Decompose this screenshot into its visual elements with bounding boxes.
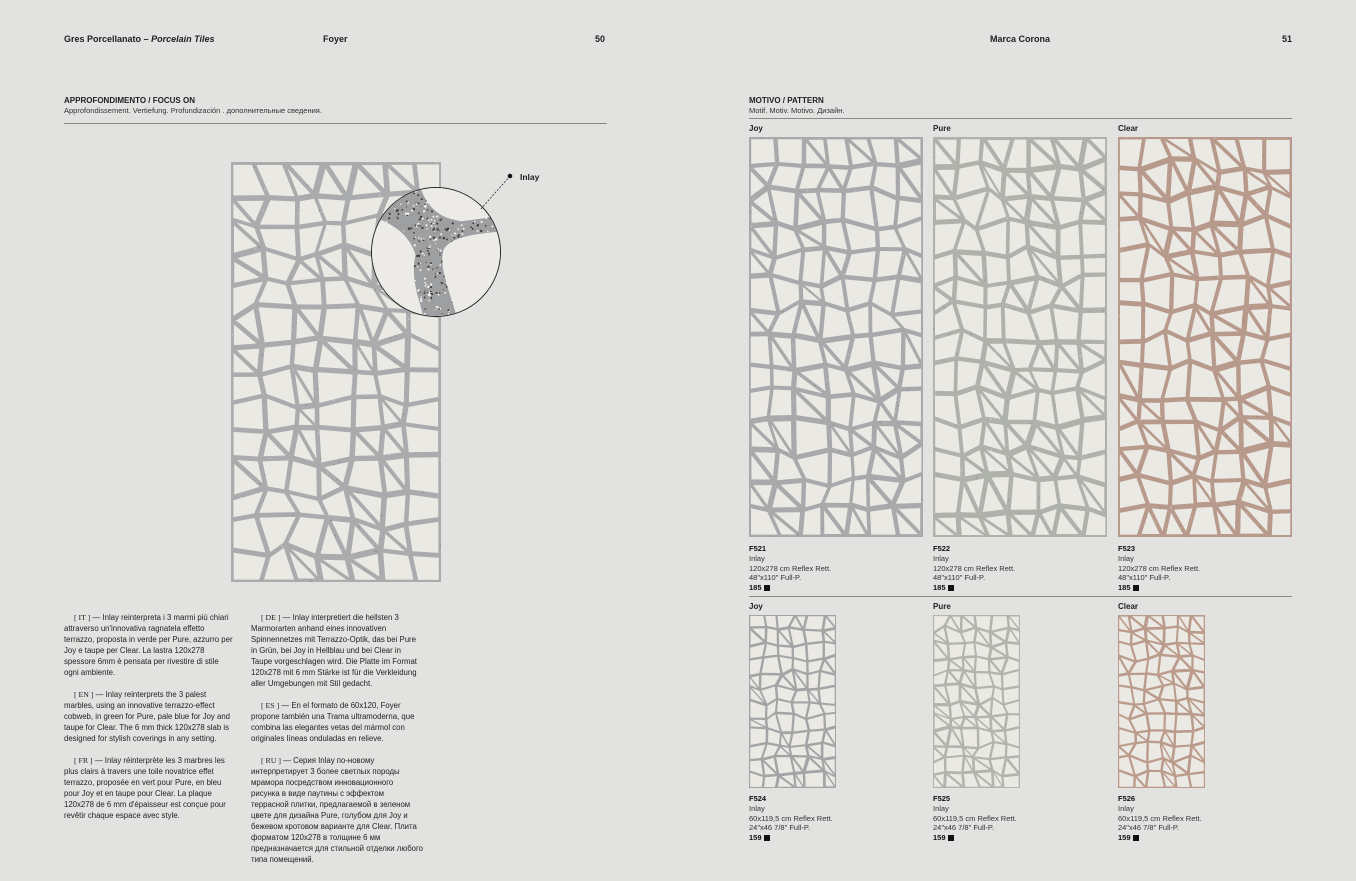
product-name: Inlay: [1118, 553, 1134, 563]
product-price: 159: [749, 833, 762, 843]
product-size: 60x119,5 cm Reflex Rett.: [933, 813, 1017, 823]
text-column-2: [251, 612, 423, 876]
pattern-divider: [749, 118, 1292, 119]
lang-tag-fr: [ FR ]: [74, 756, 93, 765]
product-code: F525: [933, 794, 951, 803]
tile-image-f522: [933, 137, 1107, 537]
focus-title: APPROFONDIMENTO / FOCUS ON: [64, 96, 195, 105]
variant-label-clear-small: Clear: [1118, 602, 1139, 611]
running-head-left: [64, 34, 214, 44]
product-info-f526: [1118, 794, 1202, 843]
product-price: 185: [749, 583, 762, 593]
product-size: 60x119,5 cm Reflex Rett.: [749, 813, 833, 823]
catalog-title-italic: Porcelain Tiles: [151, 34, 215, 44]
paragraph-it: [64, 612, 234, 678]
unit-square-icon: [764, 835, 770, 841]
product-code: F521: [749, 544, 767, 553]
product-code: F522: [933, 544, 951, 553]
text-ru: — Серия Inlay по-новому интерпретирует 3 более светлых породы мрамора посредством инновационного рисунка в виде паутины с эффектом террасной плитки, предлагаемой в зеленом цвете для дизайна Pure, голубом для Joy и бежевом кротовом варианте для Clear. Плита форматом 120x278 в толщине 6 мм предназначается для стильной отделки любого типа помещений.: [251, 756, 423, 864]
paragraph-ru: [251, 755, 423, 865]
tile-image-f525: [933, 615, 1020, 788]
product-name: Inlay: [1118, 803, 1134, 813]
focus-subtitle: Approfondissement. Vertiefung. Profundización . дополнительные сведения.: [64, 106, 322, 115]
product-imperial-size: 24"x46 7/8" Full-P.: [933, 823, 995, 833]
unit-square-icon: [764, 585, 770, 591]
product-price-row: [933, 583, 1015, 593]
paragraph-en: [64, 689, 234, 744]
product-price: 185: [933, 583, 946, 593]
lang-tag-en: [ EN ]: [74, 690, 94, 699]
product-name: Inlay: [749, 803, 765, 813]
product-name: Inlay: [933, 803, 949, 813]
paving-pattern: [933, 615, 1020, 788]
variant-label-joy-small: Joy: [749, 602, 763, 611]
row-divider: [749, 596, 1292, 597]
pattern-subtitle: Motif. Motiv. Motivo. Дизайн.: [749, 106, 845, 115]
product-imperial-size: 24"x46 7/8" Full-P.: [1118, 823, 1180, 833]
product-info-f522: [933, 544, 1015, 593]
product-price: 159: [933, 833, 946, 843]
product-price-row: [933, 833, 1017, 843]
product-code: F523: [1118, 544, 1136, 553]
product-code: F524: [749, 794, 767, 803]
product-imperial-size: 48"x110" Full-P.: [1118, 573, 1171, 583]
tile-image-f521: [749, 137, 923, 537]
paving-pattern: [1118, 615, 1205, 788]
variant-label-joy: Joy: [749, 124, 763, 133]
title-dash: –: [143, 34, 149, 44]
product-info-f521: [749, 544, 831, 593]
product-info-f523: [1118, 544, 1200, 593]
page-number-left: 50: [595, 34, 606, 44]
collection-name: Foyer: [323, 34, 348, 44]
page-number-right: 51: [1282, 34, 1293, 44]
product-price-row: [1118, 833, 1202, 843]
catalog-title: Gres Porcellanato: [64, 34, 142, 44]
text-it: — Inlay reinterpreta i 3 marmi più chiari attraverso un'innovativa ragnatela effetto terrazzo, proposta in verde per Pure, azzurro per Joy e taupe per Clear. La lastra 120x278 spessore 6mm è pensata per rivestire di stile ogni ambiente.: [64, 613, 233, 677]
product-info-f525: [933, 794, 1017, 843]
text-fr: — Inlay réinterprète les 3 marbres les plus clairs à travers une toile novatrice effet terrazzo, proposée en vert pour Pure, en bleu pour Joy et en taupe pour Clear. La plaque 120x278 de 6 mm d'épaisseur est conçue pour revêtir chaque espace avec style.: [64, 756, 226, 820]
product-price: 159: [1118, 833, 1131, 843]
product-price-row: [1118, 583, 1200, 593]
lang-tag-de: [ DE ]: [261, 613, 281, 622]
callout-leader-line: [480, 170, 520, 215]
tile-image-f524: [749, 615, 836, 788]
text-es: — En el formato de 60x120, Foyer propone también una Trama ultramoderna, que combina las elegantes vetas del mármol con originales líneas onduladas en relieve.: [251, 701, 415, 743]
tile-image-f523: [1118, 137, 1292, 537]
product-size: 120x278 cm Reflex Rett.: [933, 563, 1016, 573]
unit-square-icon: [948, 835, 954, 841]
lang-tag-es: [ ES ]: [261, 701, 280, 710]
product-name: Inlay: [749, 553, 765, 563]
text-column-1: [64, 612, 234, 832]
product-price-row: [749, 583, 831, 593]
paragraph-es: [251, 700, 423, 744]
product-size: 60x119,5 cm Reflex Rett.: [1118, 813, 1202, 823]
lang-tag-ru: [ RU ]: [261, 756, 281, 765]
variant-label-pure: Pure: [933, 124, 951, 133]
variant-label-pure-small: Pure: [933, 602, 951, 611]
product-imperial-size: 48"x110" Full-P.: [933, 573, 986, 583]
unit-square-icon: [948, 585, 954, 591]
product-price: 185: [1118, 583, 1131, 593]
product-info-f524: [749, 794, 833, 843]
focus-divider: [64, 123, 607, 124]
product-price-row: [749, 833, 833, 843]
product-size: 120x278 cm Reflex Rett.: [749, 563, 832, 573]
text-en: — Inlay reinterprets the 3 palest marbles, using an innovative terrazzo-effect cobweb, in green for Pure, pale blue for Joy and taupe for Clear. The 6 mm thick 120x278 slab is designed for stylish coverings in any setting.: [64, 690, 231, 743]
pattern-title: MOTIVO / PATTERN: [749, 96, 824, 105]
product-name: Inlay: [933, 553, 949, 563]
paragraph-fr: [64, 755, 234, 821]
lang-tag-it: [ IT ]: [74, 613, 91, 622]
text-de: — Inlay interpretiert die hellsten 3 Marmorarten anhand eines innovativen Spinnennetzes mit Terrazzo-Optik, das bei Pure in Grün, bei Joy in Hellblau und bei Clear in Taupe vorgeschlagen wird. Die Platte im Format 120x278 mit 6 mm Stärke ist für die Verkleidung aller Umgebungen mit Stil gedacht.: [251, 613, 417, 688]
tile-image-f526: [1118, 615, 1205, 788]
unit-square-icon: [1133, 585, 1139, 591]
product-imperial-size: 24"x46 7/8" Full-P.: [749, 823, 811, 833]
callout-label: Inlay: [520, 172, 540, 182]
paving-pattern: [749, 137, 923, 537]
brand-name: Marca Corona: [990, 34, 1051, 44]
paving-pattern: [933, 137, 1107, 537]
variant-label-clear: Clear: [1118, 124, 1139, 133]
product-imperial-size: 48"x110" Full-P.: [749, 573, 802, 583]
paragraph-de: [251, 612, 423, 689]
unit-square-icon: [1133, 835, 1139, 841]
product-size: 120x278 cm Reflex Rett.: [1118, 563, 1201, 573]
product-code: F526: [1118, 794, 1136, 803]
paving-pattern: [749, 615, 836, 788]
paving-pattern: [1118, 137, 1292, 537]
